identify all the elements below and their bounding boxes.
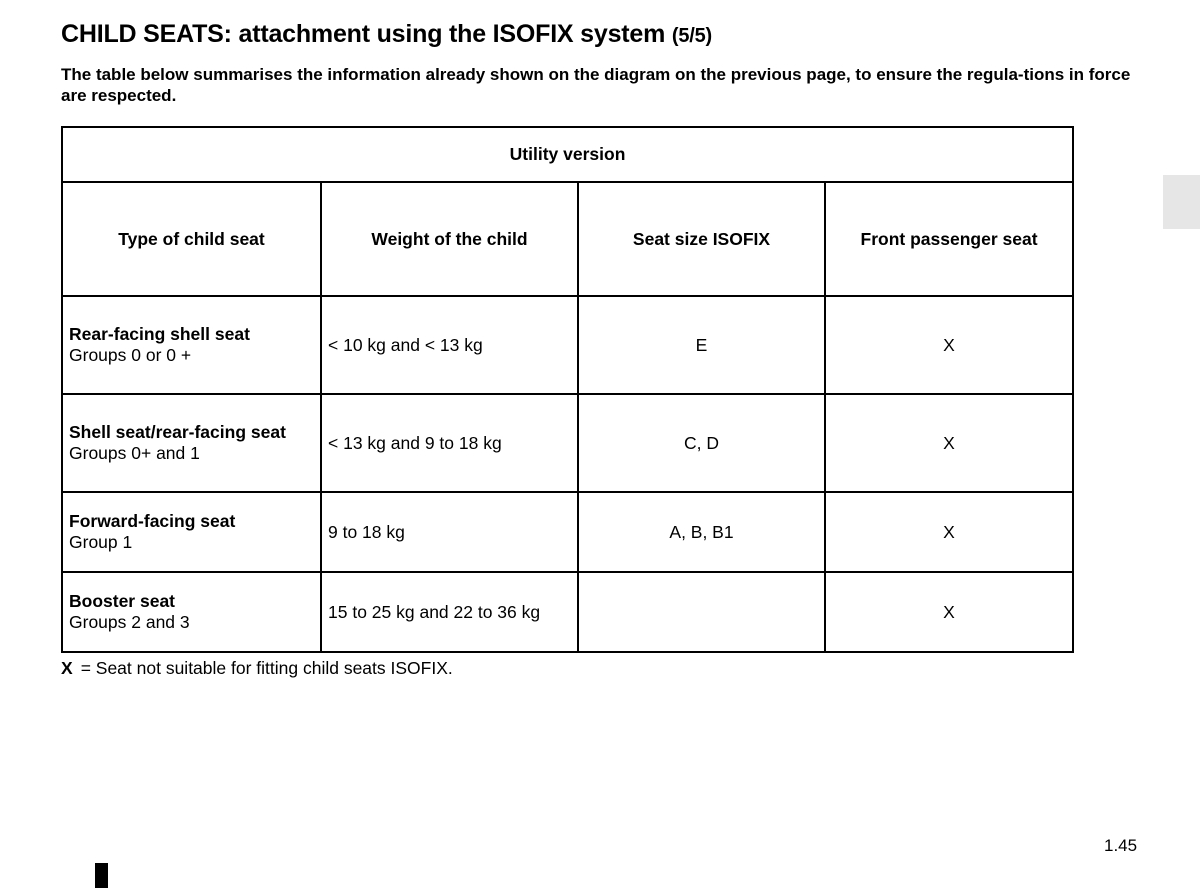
seat-type-name: Forward-facing seat: [69, 511, 236, 531]
table-row: [62, 572, 1073, 652]
seat-size-cell: C, D: [578, 394, 825, 492]
header-weight: Weight of the child: [321, 182, 578, 296]
header-type: Type of child seat: [62, 182, 321, 296]
version-header: Utility version: [62, 127, 1073, 182]
type-cell: [62, 572, 321, 652]
weight-cell: 15 to 25 kg and 22 to 36 kg: [321, 572, 578, 652]
title-suffix: (5/5): [671, 25, 713, 47]
seat-size-cell: A, B, B1: [578, 492, 825, 572]
seat-groups: Groups 0 or 0 +: [69, 345, 192, 365]
header-front-passenger: Front passenger seat: [825, 182, 1073, 296]
seat-type-name: Rear-facing shell seat: [69, 324, 250, 344]
column-header-row: [62, 182, 1073, 296]
table-row: [62, 492, 1073, 572]
seat-size-cell: E: [578, 296, 825, 394]
weight-cell: 9 to 18 kg: [321, 492, 578, 572]
page-title: [61, 20, 712, 49]
front-passenger-cell: X: [825, 572, 1073, 652]
seat-groups: Groups 2 and 3: [69, 612, 190, 632]
seat-type-name: Shell seat/rear-facing seat: [69, 422, 286, 442]
front-passenger-cell: X: [825, 296, 1073, 394]
corner-crop-mark: [95, 863, 108, 888]
weight-cell: < 13 kg and 9 to 18 kg: [321, 394, 578, 492]
seat-size-cell: [578, 572, 825, 652]
front-passenger-cell: X: [825, 492, 1073, 572]
table-row: [62, 296, 1073, 394]
type-cell: [62, 296, 321, 394]
page-number: 1.45: [1104, 836, 1138, 855]
legend-note: [61, 658, 453, 679]
legend-mark: X: [61, 658, 73, 678]
weight-cell: < 10 kg and < 13 kg: [321, 296, 578, 394]
title-text: CHILD SEATS: attachment using the ISOFIX system: [61, 20, 666, 48]
front-passenger-cell: X: [825, 394, 1073, 492]
type-cell: [62, 394, 321, 492]
version-row: [62, 127, 1073, 182]
legend-text: = Seat not suitable for fitting child seats ISOFIX.: [80, 658, 453, 678]
table-row: [62, 394, 1073, 492]
seat-type-name: Booster seat: [69, 591, 176, 611]
isofix-table: [61, 126, 1074, 653]
intro-paragraph: The table below summarises the information already shown on the diagram on the previous page, to ensure the regula-tions in force are respected.: [61, 65, 1131, 105]
section-side-tab: [1163, 175, 1200, 229]
seat-groups: Group 1: [69, 532, 133, 552]
header-seat-size: Seat size ISOFIX: [578, 182, 825, 296]
type-cell: [62, 492, 321, 572]
seat-groups: Groups 0+ and 1: [69, 443, 200, 463]
